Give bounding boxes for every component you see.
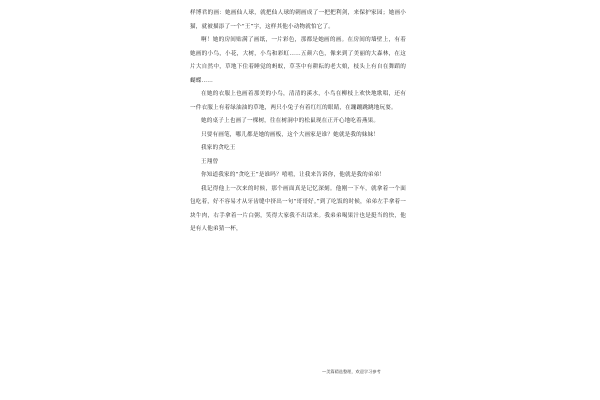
document-body [190, 7, 406, 237]
section-title: 我家的贪吃王 [201, 145, 236, 151]
paragraph: 我记得他上一次来的时候，那个画面真是记忆深刻。他刚一下车，就拿着一个面包吃着，好不容易才从牙齿缝中挤出一句“哥哥好。”到了吃饭的时候，弟弟左手拿着一块牛肉，右手拿着一片白粥，笑得大家我不出话来。我弟弟喝果汁也是挺当的快，他是有人他弟猜一杯， [190, 185, 406, 232]
paragraph: 她的桌子上也画了一棵树，往在树洞中的松鼠现在正开心地吃着燕果。 [201, 118, 380, 124]
footer-note: —美篇精选整理，欢迎学习参考 [322, 369, 381, 374]
author-name: 王翔曾 [201, 158, 219, 165]
paragraph: 样博君的画：她画仙人球，就把仙人球的刺画成了一把把利剑，来保护家园；她画小猫，就被描添了一个“王”字，这样其他小动物就怕它了。 [190, 10, 406, 30]
paragraph: 只要有画笔，哪儿都是她的画板，这个大画家是谁？她就是我的妹妹！ [201, 131, 380, 138]
paragraph: 在她的衣服上也画着那美的小鸟，清清的溪水，小鸟在柳枝上欢快地歌唱，还有一件衣服上有着绿油油的草地，两只小兔子有着红红的眼睛，在蹦蹦跳跳地玩耍。 [190, 91, 406, 111]
paragraph: 你知道我家的“贪吃王”是谁吗？嘻嘻，让我来告诉你，他就是我的弟弟！ [201, 172, 386, 178]
paragraph: 啊！她的房间贴满了画纸，一片彩色，那都是她画的画。在房间的墙壁上，有着她画的小鸟，小花，大树，小鸟和彩虹……五颜六色，像来到了美丽的大森林，在这片大自然中，草地下住着睡觉的蚂蚁，草茎中有耕耘的老大娘，枝头上有自在舞蹈的蝴蝶…… [190, 37, 406, 84]
